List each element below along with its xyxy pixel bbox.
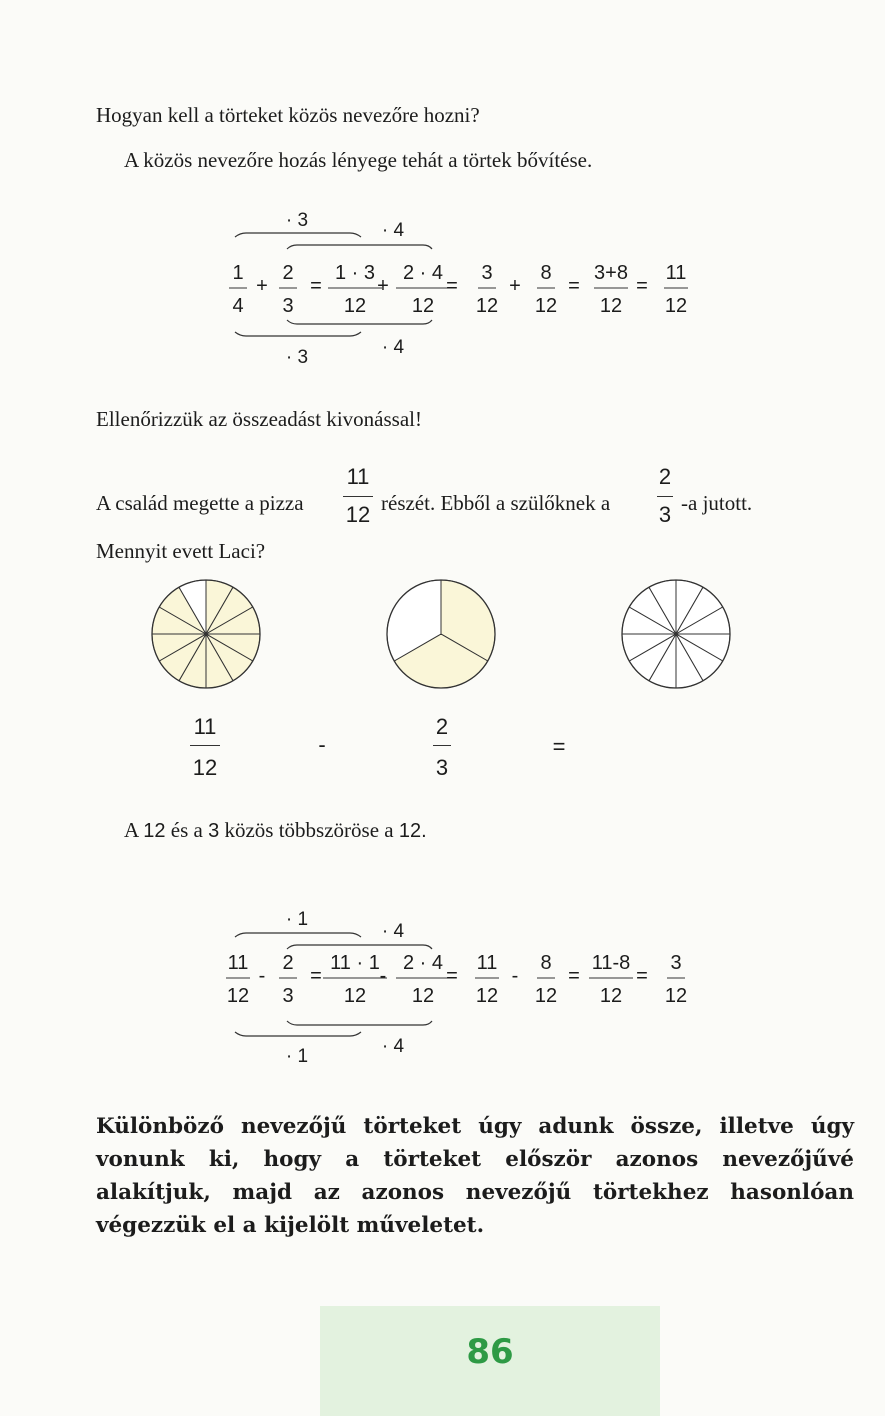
bottom-multiplier-2: · 4 (381, 337, 405, 358)
denominator: 12 (475, 985, 499, 1007)
operator: - (379, 965, 387, 987)
row-fraction-1-denominator: 12 (192, 755, 218, 780)
numerator: 2 · 4 (402, 262, 444, 284)
operator: - (511, 965, 519, 987)
numerator: 8 (540, 952, 552, 974)
numerator: 3+8 (594, 262, 628, 284)
numerator: 2 · 4 (402, 952, 444, 974)
numerator: 3 (670, 952, 682, 974)
numerator: 11 (227, 952, 249, 974)
bottom-arc-outer (235, 332, 361, 336)
denominator: 12 (411, 985, 435, 1007)
numerator: 11 · 1 (330, 952, 380, 974)
numerator: 3 (481, 262, 493, 284)
bottom-multiplier-2: · 4 (381, 1036, 405, 1057)
operator: + (256, 275, 268, 297)
operator: = (568, 275, 580, 297)
bottom-multiplier-1: · 1 (285, 1046, 309, 1067)
top-arc-inner (287, 945, 432, 949)
denominator: 12 (664, 985, 688, 1007)
row-equals: = (552, 734, 566, 759)
row-fraction-1-bar (190, 745, 220, 746)
denominator: 12 (411, 295, 435, 317)
top-multiplier-1: · 3 (285, 210, 309, 231)
top-arc-outer (235, 233, 361, 237)
numerator: 2 (282, 952, 294, 974)
numerator: 2 (282, 262, 294, 284)
numerator: 1 · 3 (334, 262, 376, 284)
bottom-multiplier-1: · 3 (285, 347, 309, 368)
numerator: 8 (540, 262, 552, 284)
bottom-arc-inner (287, 1021, 432, 1025)
operator: - (258, 965, 266, 987)
top-multiplier-1: · 1 (285, 909, 309, 930)
operator: = (310, 965, 322, 987)
operator: = (446, 275, 458, 297)
denominator: 12 (475, 295, 499, 317)
denominator: 3 (282, 295, 294, 317)
denominator: 4 (232, 295, 244, 317)
rule-paragraph: Különböző nevezőjű törteket úgy adunk össze, illetve úgy vonunk ki, hogy a törteket először azonos nevezőjűvé alakítjuk, majd az azonos nevezőjű törtekhez hasonlóan végezzük el a kijelölt műveletet. (96, 1114, 854, 1238)
problem-fraction-1-numerator: 11 (346, 464, 370, 489)
row-fraction-2-bar (433, 745, 451, 746)
denominator: 3 (282, 985, 294, 1007)
denominator: 12 (343, 295, 367, 317)
row-minus: - (318, 732, 326, 757)
problem-fraction-1-denominator: 12 (345, 502, 371, 527)
numerator: 11-8 (591, 952, 631, 974)
operator: = (636, 275, 648, 297)
lcm-prefix: A (124, 818, 139, 842)
top-multiplier-2: · 4 (381, 921, 405, 942)
lcm-middle: és a (170, 818, 203, 842)
numerator: 11 (665, 262, 687, 284)
lcm-number-b: 3 (208, 820, 220, 842)
problem-part-1: A család megette a pizza (96, 491, 304, 515)
check-text: Ellenőrizzük az összeadást kivonással! (96, 407, 422, 431)
problem-fraction-1-bar (343, 496, 373, 497)
numerator: 11 (476, 952, 498, 974)
problem-question: Mennyit evett Laci? (96, 539, 266, 563)
top-arc-inner (287, 245, 432, 249)
equation-subtraction (0, 890, 885, 1070)
problem-fraction-2-denominator: 3 (658, 502, 672, 527)
lcm-number-a: 12 (143, 820, 166, 842)
operator: = (636, 965, 648, 987)
operator: = (310, 275, 322, 297)
problem-part-2: részét. Ebből a szülőknek a (381, 491, 611, 515)
problem-fraction-2-bar (657, 496, 673, 497)
lcm-number-c: 12. (398, 820, 427, 842)
denominator: 12 (343, 985, 367, 1007)
operator: = (446, 965, 458, 987)
denominator: 12 (226, 985, 250, 1007)
answer-text: A közös nevezőre hozás lényege tehát a törtek bővítése. (124, 148, 593, 172)
top-arc-outer (235, 933, 361, 937)
denominator: 12 (599, 985, 623, 1007)
row-fraction-2-denominator: 3 (435, 755, 449, 780)
bottom-arc-outer (235, 1032, 361, 1036)
problem-part-3: -a jutott. (681, 491, 753, 515)
page-number: 86 (466, 1332, 514, 1372)
operator: = (568, 965, 580, 987)
denominator: 12 (534, 295, 558, 317)
operator: + (377, 275, 389, 297)
lcm-suffix: közös többszöröse a (224, 818, 394, 842)
problem-fraction-2-numerator: 2 (658, 464, 672, 489)
equation-addition (0, 200, 885, 380)
bottom-arc-inner (287, 320, 432, 324)
numerator: 1 (232, 262, 244, 284)
denominator: 12 (599, 295, 623, 317)
lcm-sentence (124, 818, 427, 843)
row-fraction-2-numerator: 2 (435, 714, 449, 739)
operator: + (509, 275, 521, 297)
top-multiplier-2: · 4 (381, 220, 405, 241)
denominator: 12 (534, 985, 558, 1007)
question-text: Hogyan kell a törteket közös nevezőre hozni? (96, 103, 480, 127)
denominator: 12 (664, 295, 688, 317)
pizza-diagrams (0, 570, 885, 700)
row-fraction-1-numerator: 11 (193, 714, 217, 739)
